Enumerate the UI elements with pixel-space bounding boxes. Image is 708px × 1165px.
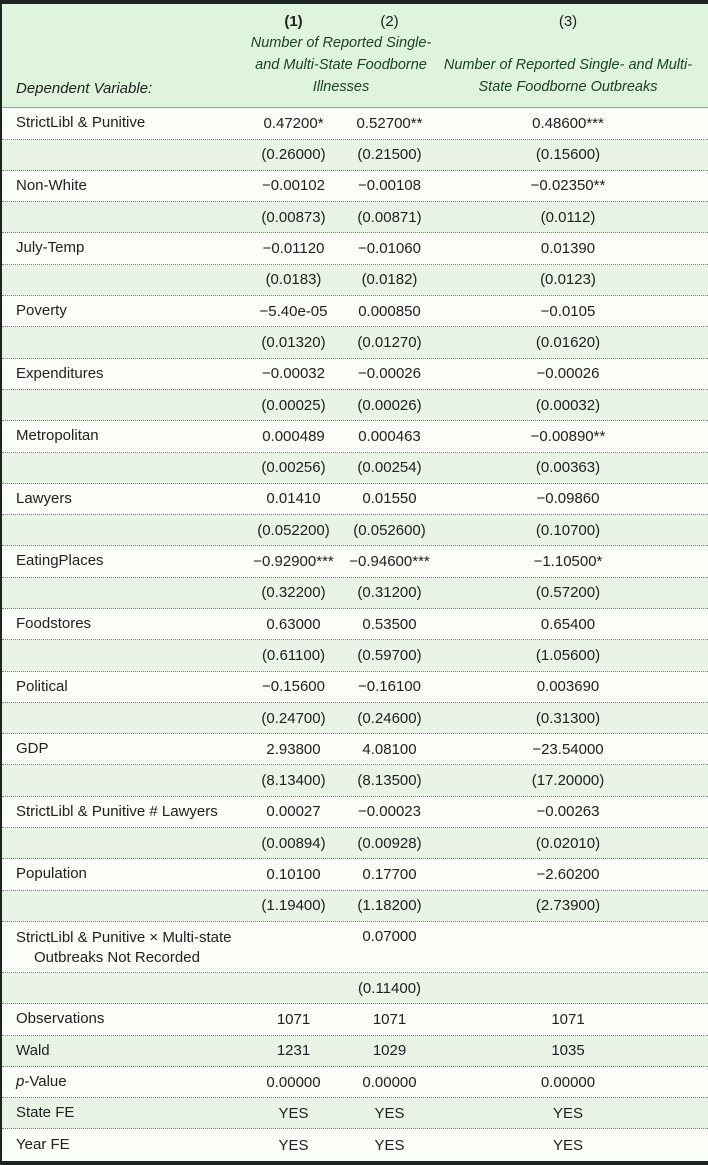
columns-1-2-title: Number of Reported Single- and Multi-State Foodborne Illnesses [250,35,432,95]
value-cell: (0.00254) [357,459,422,477]
column-3-title: Number of Reported Single- and Multi-State Foodborne Outbreaks [443,56,693,95]
value-cell: (2.73900) [535,897,601,915]
table-row [2,828,708,859]
value-cell: 2.93800 [266,740,321,758]
table-row [2,703,708,734]
table-row [2,108,708,139]
value-cell: 0.65400 [540,615,596,633]
value-cell: −0.00026 [536,365,600,383]
row-label: StrictLibl & Punitive # Lawyers [16,802,218,820]
row-label: Year FE [16,1135,70,1153]
value-cell: −0.15600 [262,678,325,696]
value-cell: (0.00873) [261,208,326,226]
value-cell: 0.00000 [540,1073,596,1091]
row-label: Foodstores [16,615,92,633]
value-cell: (0.00871) [357,208,422,226]
table-row [2,453,708,484]
value-cell: (0.32200) [261,584,326,602]
value-cell: −0.0105 [540,302,596,320]
table-row [2,1129,708,1160]
row-label: Observations [16,1010,105,1028]
value-cell: (0.0183) [265,271,322,289]
value-cell: (0.15600) [535,146,601,164]
value-cell: (0.10700) [535,521,601,539]
value-cell: −5.40e-05 [259,302,328,320]
value-cell: 1035 [551,1042,585,1060]
value-cell: 0.00027 [266,803,321,821]
value-cell: (0.21500) [357,146,422,164]
value-cell: −0.00032 [262,365,325,383]
column-number-row [2,9,708,33]
value-cell: (0.26000) [261,146,326,164]
column-title-row [2,33,708,100]
value-cell: 0.01390 [540,240,596,258]
value-cell: 0.63000 [266,615,321,633]
value-cell: −0.00890** [530,427,606,445]
table-row [2,515,708,546]
value-cell: (0.00363) [535,459,601,477]
value-cell: (0.00026) [357,396,422,414]
value-cell: (17.20000) [531,772,605,790]
table-row [2,765,708,796]
value-cell: 1071 [372,1010,407,1028]
table-row [2,1098,708,1129]
table-row [2,1004,708,1035]
table-row [2,327,708,358]
value-cell: (0.052200) [257,521,330,539]
value-cell: (0.0112) [540,208,596,226]
value-cell: (0.00032) [535,396,601,414]
value-cell: 0.48600*** [532,114,604,132]
row-label: StrictLibl & Punitive [16,114,146,132]
table-row [2,171,708,202]
table-row [2,891,708,922]
value-cell: −0.00102 [262,177,325,195]
table-row [2,359,708,390]
table-row [2,390,708,421]
value-cell: YES [552,1104,583,1122]
table-row [2,484,708,515]
value-cell: (0.0123) [540,271,596,289]
value-cell: −1.10500* [533,553,603,571]
table-row [2,233,708,264]
value-cell: 0.17700 [362,866,417,884]
value-cell: (0.01320) [261,333,326,351]
value-cell: −0.02350** [530,177,606,195]
row-label: StrictLibl & Punitive × Multi-state Outbreaks Not Recorded [16,928,232,967]
value-cell: 1071 [276,1010,311,1028]
value-cell: (8.13500) [357,772,422,790]
value-cell: −0.92900*** [253,553,334,571]
value-cell: (0.31200) [357,584,422,602]
value-cell: −0.94600*** [349,553,430,571]
value-cell: (0.00894) [261,834,326,852]
table-row [2,672,708,703]
value-cell: (0.02010) [535,834,601,852]
value-cell: 1071 [551,1010,585,1028]
value-cell: 0.00000 [266,1073,321,1091]
value-cell: YES [374,1136,405,1154]
table-row [2,734,708,765]
row-label: Poverty [16,302,67,320]
table-row [2,797,708,828]
value-cell: −0.01060 [358,240,421,258]
value-cell: YES [374,1104,405,1122]
column-3-number: (3) [558,12,578,30]
value-cell: −0.00263 [536,803,600,821]
value-cell: 0.53500 [362,615,417,633]
value-cell: (1.05600) [535,646,601,664]
value-cell: 0.52700** [356,114,423,132]
value-cell: 0.01410 [266,490,321,508]
row-label: GDP [16,740,49,758]
column-1-number: (1) [284,12,303,30]
row-label: Lawyers [16,489,72,507]
value-cell: −0.00108 [358,177,421,195]
row-label: Population [16,865,87,883]
value-cell: 4.08100 [362,740,417,758]
value-cell: (0.24600) [357,709,422,727]
value-cell: (0.00025) [261,396,326,414]
table-row [2,140,708,171]
value-cell: (0.59700) [357,646,422,664]
row-label: p-Value [16,1072,67,1090]
value-cell: (0.57200) [535,584,601,602]
row-label: EatingPlaces [16,552,104,570]
table-row [2,265,708,296]
value-cell: 1029 [372,1042,407,1060]
table-row [2,640,708,671]
value-cell: (0.00256) [261,459,326,477]
value-cell: −23.54000 [532,740,604,758]
value-cell: 1231 [276,1042,311,1060]
value-cell: (0.31300) [535,709,601,727]
value-cell: −0.16100 [358,678,421,696]
table-row [2,202,708,233]
value-cell: 0.01550 [362,490,417,508]
table-row [2,296,708,327]
table-row [2,546,708,577]
value-cell: −0.00023 [358,803,421,821]
column-2-number: (2) [380,12,399,30]
table-body [2,108,708,1161]
value-cell: 0.07000 [362,927,417,945]
value-cell: −0.00026 [358,365,421,383]
value-cell: 0.000489 [262,427,325,445]
value-cell: 0.003690 [536,678,600,696]
value-cell: (0.00928) [357,834,422,852]
table-row [2,1067,708,1098]
value-cell: 0.47200* [263,114,324,132]
row-label: Political [16,677,68,695]
value-cell: −0.09860 [536,490,600,508]
value-cell: 0.10100 [266,866,321,884]
row-label: Non-White [16,176,87,194]
value-cell: 0.00000 [362,1073,417,1091]
table-row [2,859,708,890]
value-cell: (0.11400) [357,979,422,997]
value-cell: YES [278,1104,309,1122]
table-row [2,578,708,609]
value-cell: (0.052600) [353,521,426,539]
table-row [2,973,708,1004]
value-cell: (0.01270) [357,333,422,351]
row-label: Expenditures [16,364,104,382]
value-cell: (1.19400) [261,897,326,915]
value-cell: 0.000850 [358,302,421,320]
value-cell: −0.01120 [262,240,325,258]
table-row [2,1036,708,1067]
value-cell: (0.61100) [261,646,326,664]
table-row [2,922,708,973]
value-cell: (0.01620) [535,333,601,351]
value-cell: (0.24700) [261,709,326,727]
value-cell: −2.60200 [536,866,600,884]
row-label: Metropolitan [16,427,99,445]
row-label: Wald [16,1041,50,1059]
value-cell: (0.0182) [361,271,418,289]
table-row [2,609,708,640]
value-cell: 0.000463 [358,427,421,445]
dependent-variable-label: Dependent Variable: [16,80,153,98]
value-cell: YES [278,1136,309,1154]
row-label: July-Temp [16,239,85,257]
table-header [2,4,708,108]
value-cell: YES [552,1136,583,1154]
table-row [2,421,708,452]
value-cell: (8.13400) [261,772,326,790]
value-cell: (1.18200) [357,897,422,915]
row-label: State FE [16,1104,75,1122]
